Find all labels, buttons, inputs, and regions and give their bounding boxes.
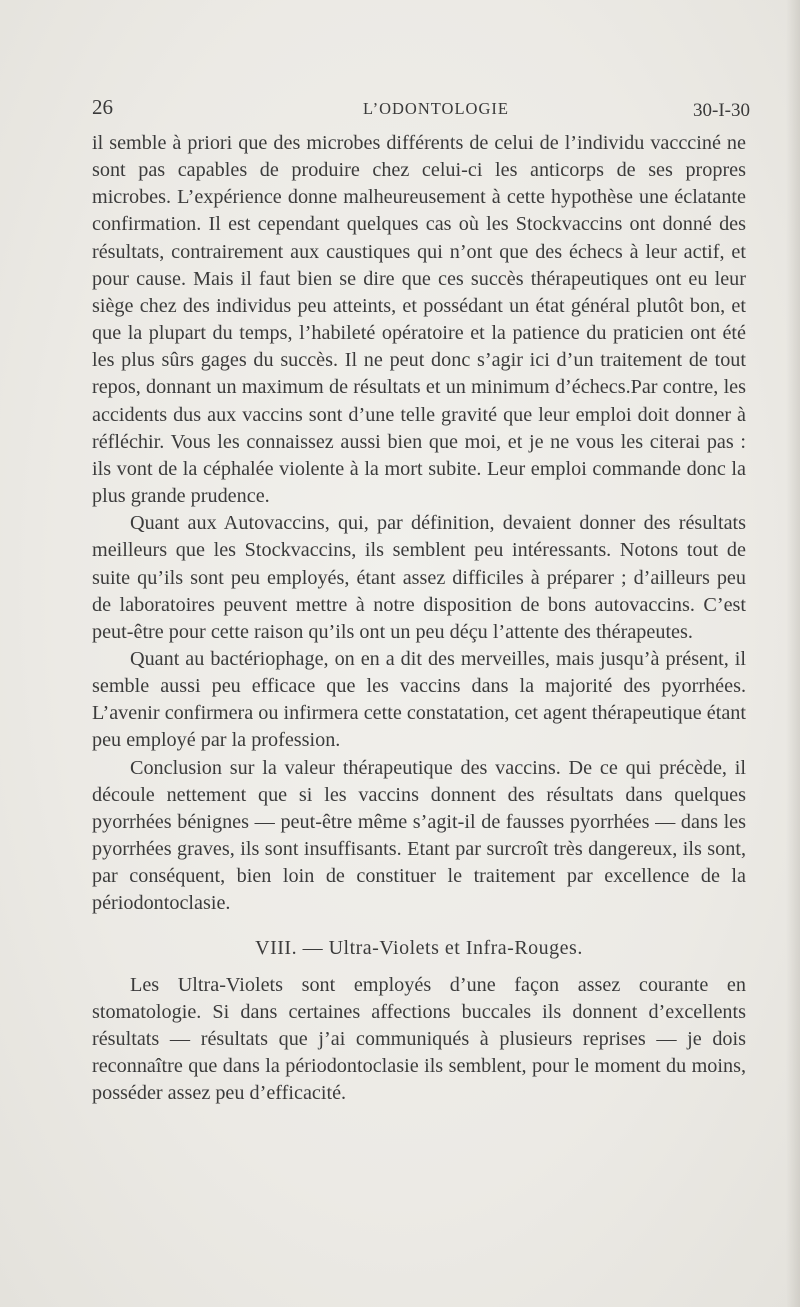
- issue-date: 30-I-30: [693, 100, 750, 121]
- section-heading: VIII. — Ultra-Violets et Infra-Rouges.: [255, 936, 583, 959]
- running-title: L’ODONTOLOGIE: [363, 99, 509, 118]
- paragraph-bacteriophage: Quant au bactériophage, on en a dit des merveilles, mais jusqu’à présent, il semble aussi peu efficace que les vaccins dans la majorité des pyorrhées. L’avenir confirmera ou infirmera cette constatation, cet agent thérapeutique étant peu employé par la profession.: [92, 647, 746, 752]
- body-text: [92, 130, 746, 1107]
- page-edge-shadow: [786, 0, 800, 1307]
- paragraph-conclusion: Conclusion sur la valeur thérapeutique des vaccins. De ce qui précède, il découle nettement que si les vaccins donnent des résultats dans quelques pyorrhées bénignes — peut-être même s’agit-il de fausses pyorrhées — dans les pyorrhées graves, ils sont insuffisants. Etant par surcroît très dangereux, ils sont, par conséquent, bien loin de constituer le traitement par excellence de la périodontoclasie.: [92, 756, 746, 915]
- paragraph-vaccins-continued: il semble à priori que des microbes différents de celui de l’individu vaccciné ne sont pas capables de produire chez celui-ci les anticorps de ses propres microbes. L’expérience donne malheureusement à cette hypothèse une éclatante confirmation. Il est cependant quelques cas où les Stockvaccins ont donné des résultats, contrairement aux caustiques qui n’ont que des échecs à leur actif, et pour cause. Mais il faut bien se dire que ces succès thérapeutiques ont eu leur siège chez des individus peu atteints, et possédant un état général plutôt bon, et que la plupart du temps, l’habileté opératoire et la patience du praticien ont été les plus sûrs gages du succès. Il ne peut donc s’agir ici d’un traitement de tout repos, donnant un maximum de résultats et un minimum d’échecs.Par contre, les accidents dus aux vaccins sont d’une telle gravité que leur emploi doit donner à réfléchir. Vous les connaissez aussi bien que moi, et je ne vous les citerai pas : ils vont de la céphalée violente à la mort subite. Leur emploi commande donc la plus grande prudence.: [92, 132, 746, 508]
- paragraph-ultra-violets: Les Ultra-Violets sont employés d’une façon assez courante en stomatologie. Si dans certaines affections buccales ils donnent d’excellents résultats — résultats que j’ai communiqués à plusieurs reprises — je dois reconnaître que dans la périodontoclasie ils semblent, pour le moment du moins, posséder assez peu d’efficacité.: [92, 973, 746, 1105]
- page-header: [92, 95, 760, 125]
- page-number: 26: [92, 95, 113, 119]
- paragraph-autovaccins: Quant aux Autovaccins, qui, par définition, devaient donner des résultats meilleurs que les Stockvaccins, ils semblent peu intéressants. Notons tout de suite qu’ils sont peu employés, étant assez difficiles à préparer ; d’ailleurs peu de laboratoires peuvent mettre à notre disposition de bons autovaccins. C’est peut-être pour cette raison qu’ils ont un peu déçu l’attente des thérapeutes.: [92, 512, 746, 643]
